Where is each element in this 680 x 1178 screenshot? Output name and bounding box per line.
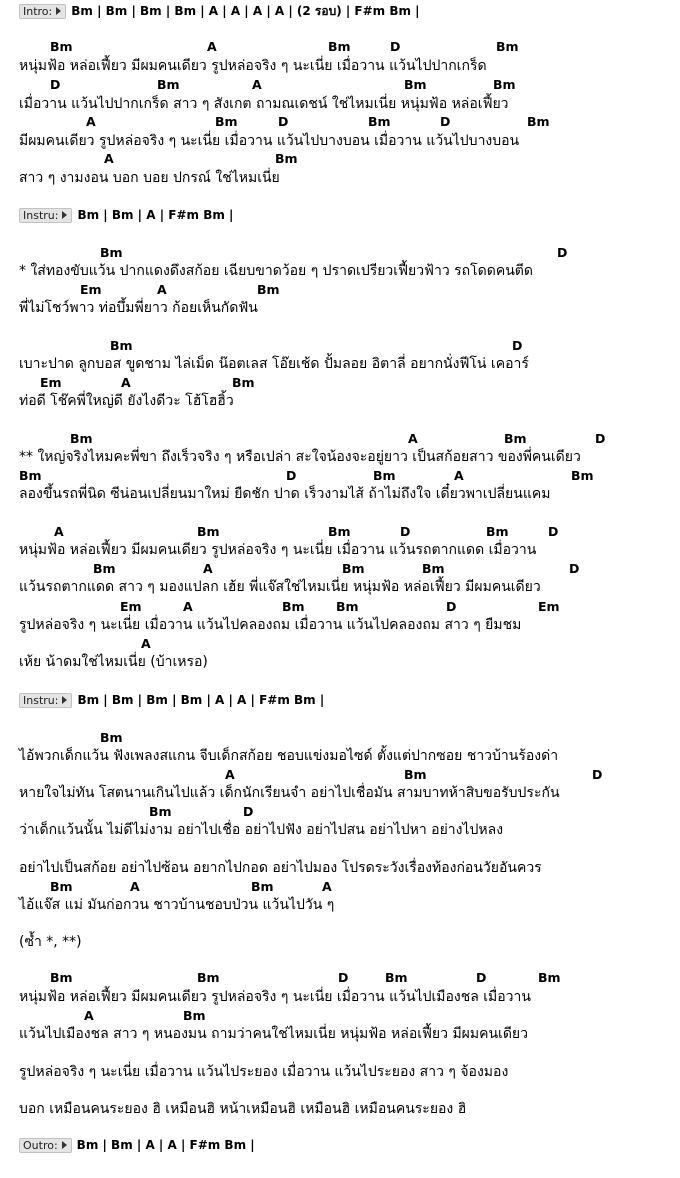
chord: D xyxy=(512,338,523,353)
chord: Bm xyxy=(373,468,396,483)
lyric-line: หนุ่มฟ้อ หล่อเฟี้ยว มีผมคนเดียว รูปหล่อจริง ๆ นะเนี่ย เมื่อวาน แว้นไปปากเกร็ด xyxy=(19,58,487,74)
chord: D xyxy=(595,431,606,446)
chord: D xyxy=(569,561,580,576)
lyric-line: หนุ่มฟ้อ หล่อเฟี้ยว มีผมคนเดียว รูปหล่อจริง ๆ นะเนี่ย เมื่อวาน แว้นรถตากแดด เมื่อวาน xyxy=(19,542,537,558)
chord: Bm xyxy=(232,375,255,390)
chord: Bm xyxy=(251,879,274,894)
chord: Bm xyxy=(93,561,116,576)
chord: Em xyxy=(80,282,102,297)
chord: A xyxy=(130,879,140,894)
lyric-line: ลองขึ้นรถพี่นิด ซีน่อนเปลี่ยนมาใหม่ ยืดชัก ปาด เร็วงามไส้ ถ้าไม่ถึงใจ เดี๋ยวพาเปลี่ยนแคม xyxy=(19,486,551,502)
chord: A xyxy=(454,468,464,483)
instru-line-2 xyxy=(19,692,324,708)
chord: Bm xyxy=(50,970,73,985)
chord: Bm xyxy=(504,431,527,446)
chord: Bm xyxy=(342,561,365,576)
chord: Bm xyxy=(336,599,359,614)
chord: Bm xyxy=(275,151,298,166)
chord: Bm xyxy=(100,245,123,260)
chord: A xyxy=(86,114,96,129)
chord: A xyxy=(104,151,114,166)
instru-tag-2[interactable]: Instru: xyxy=(19,693,72,708)
intro-tag[interactable]: Intro: xyxy=(19,4,66,19)
chord: Bm xyxy=(571,468,594,483)
chord: D xyxy=(278,114,289,129)
chord: D xyxy=(440,114,451,129)
play-arrow-icon xyxy=(56,7,61,15)
chord: Bm xyxy=(149,804,172,819)
chord: A xyxy=(54,524,64,539)
chord: A xyxy=(157,282,167,297)
instru-chords-1: Bm | Bm | A | F#m Bm | xyxy=(77,208,234,222)
chord: Em xyxy=(40,375,62,390)
lyric-line: รูปหล่อจริง ๆ นะเนี่ย เมื่อวาน แว้นไประยอง เมื่อวาน แว้นไประยอง สาว ๆ จ้องมอง xyxy=(19,1064,509,1080)
chord: Bm xyxy=(100,730,123,745)
chord: Bm xyxy=(70,431,93,446)
chord: A xyxy=(322,879,332,894)
outro-tag[interactable]: Outro: xyxy=(19,1138,72,1153)
chord: D xyxy=(548,524,559,539)
chord: A xyxy=(408,431,418,446)
play-arrow-icon xyxy=(62,211,67,219)
lyric-line: ** ใหญ่จริงไหมคะพี่ขา ถึงเร็วจริง ๆ หรือเปล่า สะใจน้องจะอยู่ยาว เป็นสก้อยสาว ของพี่คนเดียว xyxy=(19,449,581,465)
chord: D xyxy=(476,970,487,985)
chord: Bm xyxy=(328,524,351,539)
chord: Bm xyxy=(50,39,73,54)
outro-line xyxy=(19,1137,255,1153)
chord: Bm xyxy=(157,77,180,92)
chord: A xyxy=(203,561,213,576)
lyric-line: เบาะปาด ลูกบอส ขูดชาม ไล่เม็ด น๊อตเลส โอ๊ยเช้ด ปั้มลอย อิตาลี่ อยากนั่งฟีโน่ เคอาร์ xyxy=(19,356,529,372)
chord: Em xyxy=(120,599,142,614)
lyric-line: บอก เหมือนคนระยอง ฮิ เหมือนฮิ หน้าเหมือนฮิ เหมือนฮิ เหมือนคนระยอง ฮิ xyxy=(19,1101,467,1117)
chord: Bm xyxy=(257,282,280,297)
repeat-note: (ซ้ำ *, **) xyxy=(19,934,82,950)
chord: Bm xyxy=(496,39,519,54)
chord: A xyxy=(207,39,217,54)
chord: D xyxy=(592,767,603,782)
chord: A xyxy=(225,767,235,782)
chord: Bm xyxy=(19,468,42,483)
chord: Bm xyxy=(282,599,305,614)
lyric-line: อย่าไปเป็นสก้อย อย่าไปซ้อน อยากไปกอด อย่าไปมอง โปรดระวังเรื่องท้องก่อนวัยอันควร xyxy=(19,860,542,876)
chord: Bm xyxy=(538,970,561,985)
lyric-line: แว้นไปเมืองชล สาว ๆ หนองมน ถามว่าคนใช่ไหมเนี่ย หนุ่มฟ้อ หล่อเฟี้ยว มีผมคนเดียว xyxy=(19,1026,528,1042)
chord: Bm xyxy=(197,970,220,985)
chord: Bm xyxy=(422,561,445,576)
lyric-line: แว้นรถตากแดด สาว ๆ มองแปลก เฮ้ย พี่แจ๊สใช่ไหมเนี่ย หนุ่มฟ้อ หล่อเฟี้ยว มีผมคนเดียว xyxy=(19,579,541,595)
chord: D xyxy=(50,77,61,92)
chord: A xyxy=(141,636,151,651)
chord: D xyxy=(446,599,457,614)
outro-chords: Bm | Bm | A | A | F#m Bm | xyxy=(76,1138,255,1152)
chord: D xyxy=(390,39,401,54)
lyric-line: ไอ้พวกเด็กแว้น ฟังเพลงสแกน จีบเด็กสก้อย ชอบแข่งมอไซด์ ตั้งแต่ปากซอย ชาวบ้านร้องด่า xyxy=(19,748,559,764)
chord: Bm xyxy=(493,77,516,92)
intro-chords: Bm | Bm | Bm | Bm | A | A | A | A | (2 รอบ) | F#m Bm | xyxy=(71,4,420,18)
chord: Bm xyxy=(486,524,509,539)
lyric-line: * ใส่ทองขับแว้น ปากแดงดึงสก้อย เฉียบขาดว้อย ๆ ปราดเปรียวเฟี้ยวฟ้าว รถโดดคนตีด xyxy=(19,263,533,279)
lyric-line: รูปหล่อจริง ๆ นะเนี่ย เมื่อวาน แว้นไปคลองถม เมื่อวาน แว้นไปคลองถม สาว ๆ ยืมชม xyxy=(19,617,522,633)
chord: Bm xyxy=(110,338,133,353)
lyric-line: สาว ๆ งามงอน บอก บอย ปกรณ์ ใช่ไหมเนี่ย xyxy=(19,170,280,186)
chord: D xyxy=(243,804,254,819)
chord: A xyxy=(121,375,131,390)
chord: Bm xyxy=(527,114,550,129)
chord: Bm xyxy=(197,524,220,539)
chord: A xyxy=(252,77,262,92)
intro-line xyxy=(19,3,420,19)
lyric-line: พี่ไม่โชว์พาว ท่อบึ้มพี่ยาว ก้อยเห็นกัดฟัน xyxy=(19,300,258,316)
chord: Bm xyxy=(328,39,351,54)
lyric-line: มีผมคนเดียว รูปหล่อจริง ๆ นะเนี่ย เมื่อวาน แว้นไปบางบอน เมื่อวาน แว้นไปบางบอน xyxy=(19,133,520,149)
chord: Bm xyxy=(404,77,427,92)
lyric-line: หนุ่มฟ้อ หล่อเฟี้ยว มีผมคนเดียว รูปหล่อจริง ๆ นะเนี่ย เมื่อวาน แว้นไปเมืองชล เมื่อวาน xyxy=(19,989,531,1005)
lyric-line: เห้ย น้าดมใช่ไหมเนี่ย (บ้าเหรอ) xyxy=(19,654,208,670)
instru-line-1 xyxy=(19,207,233,223)
chord: Em xyxy=(538,599,560,614)
chord: D xyxy=(557,245,568,260)
chord: Bm xyxy=(404,767,427,782)
chord: D xyxy=(338,970,349,985)
lyric-line: หายใจไม่ทัน โสตนานเกินไปแล้ว เด็กนักเรียนจำ อย่าไปเชื่อมัน สามบาทห้าสิบขอรับประกัน xyxy=(19,785,560,801)
instru-tag-1[interactable]: Instru: xyxy=(19,208,72,223)
chord: D xyxy=(286,468,297,483)
play-arrow-icon xyxy=(62,696,67,704)
lyric-line: เมื่อวาน แว้นไปปากเกร็ด สาว ๆ สังเกต ถามณเดชน์ ใช่ไหมเนี่ย หนุ่มฟ้อ หล่อเฟี้ยว xyxy=(19,96,509,112)
chord: D xyxy=(400,524,411,539)
chord: A xyxy=(84,1008,94,1023)
chord: Bm xyxy=(215,114,238,129)
lyric-line: ว่าเด็กแว้นนั้น ไม่ดีไม่งาม อย่าไปเชื่อ อย่าไปฟัง อย่าไปสน อย่าไปหา อย่างไปหลง xyxy=(19,822,504,838)
chord: Bm xyxy=(50,879,73,894)
chord: A xyxy=(183,599,193,614)
instru-chords-2: Bm | Bm | Bm | Bm | A | A | F#m Bm | xyxy=(77,693,325,707)
play-arrow-icon xyxy=(62,1141,67,1149)
lyric-line: ท่อดี โช๊คพี่ใหญ่ดี ยังไงดีวะ โฮ้โฮฮิ้ว xyxy=(19,393,234,409)
chord: Bm xyxy=(385,970,408,985)
chord: Bm xyxy=(368,114,391,129)
lyric-line: ไอ้แจ๊ส แม่ มันก่อกวน ชาวบ้านชอบป่วน แว้นไปวัน ๆ xyxy=(19,897,335,913)
chord: Bm xyxy=(183,1008,206,1023)
